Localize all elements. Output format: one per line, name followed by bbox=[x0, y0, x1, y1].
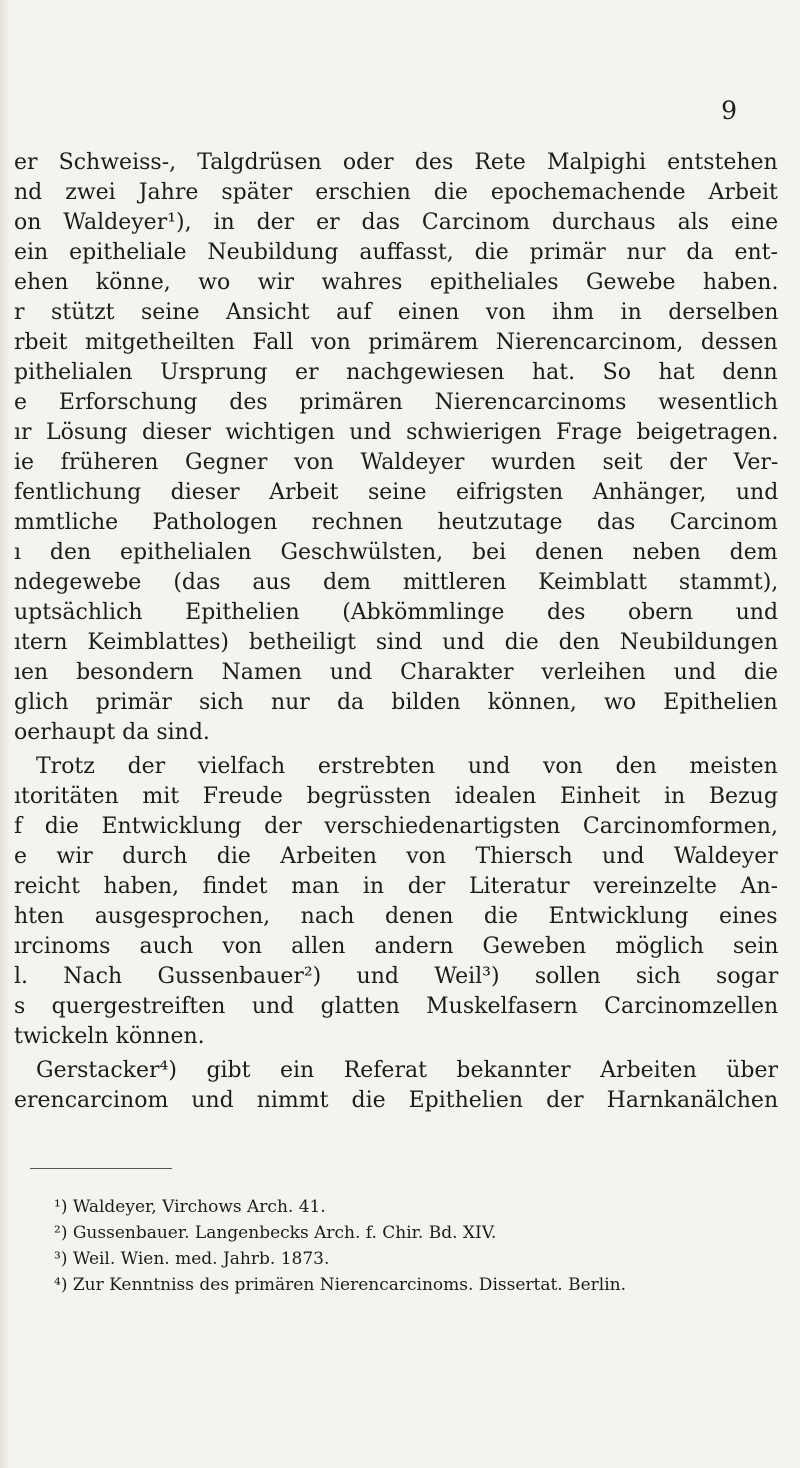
footnote: ¹) Waldeyer, Virchows Arch. 41. bbox=[54, 1197, 326, 1217]
paragraph-start-line: Trotz der vielfach erstrebten und von den meisten bbox=[36, 754, 778, 779]
text-line: e wir durch die Arbeiten von Thiersch und Waldeyer bbox=[14, 844, 778, 869]
text-line: e Erforschung des primären Nierencarcinoms wesentlich bbox=[14, 390, 778, 415]
text-line: ıen besondern Namen und Charakter verleihen und die bbox=[14, 660, 779, 685]
text-line: ein epitheliale Neubildung auffasst, die primär nur da ent- bbox=[14, 240, 778, 265]
text-line: s quergestreiften und glatten Muskelfasern Carcinomzellen bbox=[14, 994, 779, 1019]
text-line: mmtliche Pathologen rechnen heutzutage das Carcinom bbox=[14, 510, 778, 535]
text-line: ie früheren Gegner von Waldeyer wurden seit der Ver- bbox=[14, 450, 779, 475]
text-line: r stützt seine Ansicht auf einen von ihm in derselben bbox=[14, 300, 779, 325]
text-line: ehen könne, wo wir wahres epitheliales Gewebe haben. bbox=[14, 270, 779, 295]
text-line: pithelialen Ursprung er nachgewiesen hat. So hat denn bbox=[14, 360, 778, 385]
text-line: ırcinoms auch von allen andern Geweben möglich sein bbox=[14, 934, 779, 959]
text-line: reicht haben, findet man in der Literatur vereinzelte An- bbox=[14, 874, 779, 899]
text-line: on Waldeyer¹), in der er das Carcinom durchaus als eine bbox=[14, 210, 779, 235]
text-line: f die Entwicklung der verschiedenartigsten Carcinomformen, bbox=[14, 814, 778, 839]
page-binding-edge bbox=[0, 0, 10, 1468]
footnote-divider bbox=[30, 1168, 172, 1169]
text-line: oerhaupt da sind. bbox=[14, 720, 210, 745]
text-line: ır Lösung dieser wichtigen und schwierigen Frage beigetragen. bbox=[14, 420, 779, 445]
text-line: nd zwei Jahre später erschien die epochemachende Arbeit bbox=[14, 180, 778, 205]
text-line: ıtern Keimblattes) betheiligt sind und die den Neubildungen bbox=[14, 630, 778, 655]
text-line: erencarcinom und nimmt die Epithelien der Harnkanälchen bbox=[14, 1088, 779, 1113]
text-line: ı den epithelialen Geschwülsten, bei denen neben dem bbox=[14, 540, 778, 565]
footnote: ⁴) Zur Kenntniss des primären Nierencarcinoms. Dissertat. Berlin. bbox=[54, 1275, 627, 1295]
footnote: ³) Weil. Wien. med. Jahrb. 1873. bbox=[54, 1249, 330, 1269]
text-line: fentlichung dieser Arbeit seine eifrigsten Anhänger, und bbox=[14, 480, 779, 505]
text-line: l. Nach Gussenbauer²) und Weil³) sollen sich sogar bbox=[14, 964, 779, 989]
page-number: 9 bbox=[721, 96, 737, 125]
text-line: uptsächlich Epithelien (Abkömmlinge des obern und bbox=[14, 600, 779, 625]
text-line: rbeit mitgetheilten Fall von primärem Nierencarcinom, dessen bbox=[14, 330, 778, 355]
text-line: ndegewebe (das aus dem mittleren Keimblatt stammt), bbox=[14, 570, 779, 595]
text-line: ıtoritäten mit Freude begrüssten idealen Einheit in Bezug bbox=[14, 784, 778, 809]
footnote: ²) Gussenbauer. Langenbecks Arch. f. Chir. Bd. XIV. bbox=[54, 1223, 497, 1243]
text-line: twickeln können. bbox=[14, 1024, 205, 1049]
text-line: glich primär sich nur da bilden können, wo Epithelien bbox=[14, 690, 778, 715]
paragraph-start-line: Gerstacker⁴) gibt ein Referat bekannter Arbeiten über bbox=[36, 1058, 779, 1083]
text-line: hten ausgesprochen, nach denen die Entwicklung eines bbox=[14, 904, 778, 929]
text-line: er Schweiss-, Talgdrüsen oder des Rete Malpighi entstehen bbox=[14, 150, 778, 175]
